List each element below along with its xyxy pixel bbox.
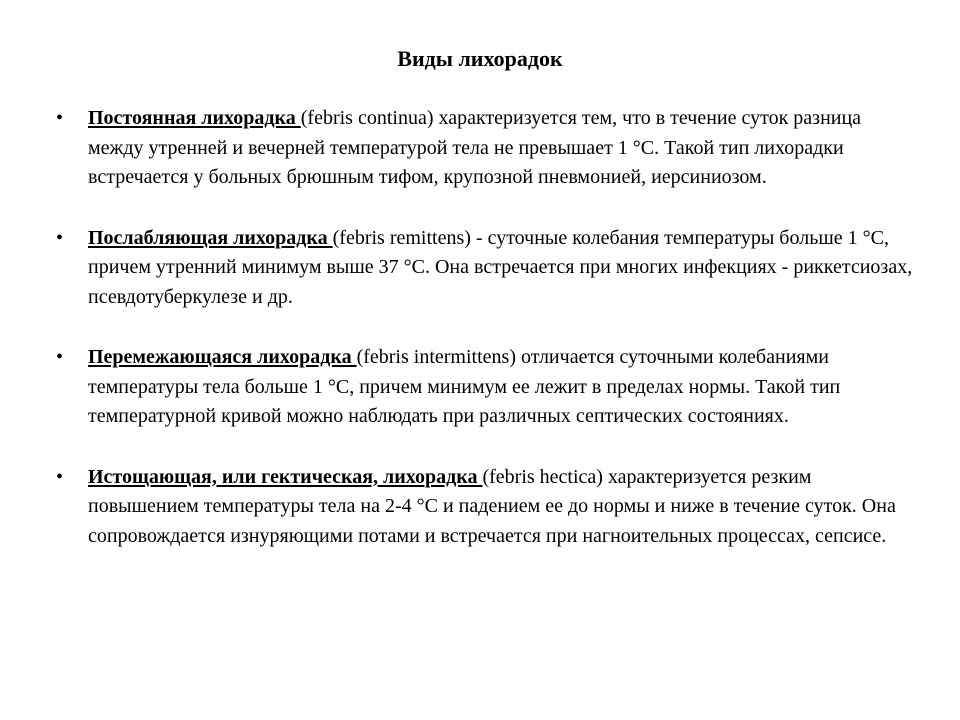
item-description: (febris hectica) характеризуется резким повышением температуры тела на 2-4 °С и падением ее до нормы и ниже в течение суток. Она сопровождается изнуряющими потами и встречается при нагноительных процессах, сепсисе. bbox=[88, 465, 896, 547]
item-description: (febris continua) характеризуется тем, что в течение суток разница между утренней и вечерней температурой тела не превышает 1 °С. Такой тип лихорадки встречается у больных брюшным тифом, крупозной пневмонией, иерсиниозом. bbox=[88, 107, 862, 188]
list-item-continua bbox=[56, 104, 916, 193]
item-description: (febris remittens) - суточные колебания температуры больше 1 °С, причем утренний минимум выше 37 °С. Она встречается при многих инфекциях - риккетсиозах, псевдотуберкулезе и др. bbox=[88, 226, 913, 308]
list-item-remittens bbox=[56, 224, 916, 313]
bullet-icon: • bbox=[56, 465, 64, 488]
bullet-icon: • bbox=[56, 346, 64, 368]
fever-types-list bbox=[56, 104, 916, 582]
bullet-icon: • bbox=[56, 107, 64, 129]
term-label: Истощающая, или гектическая, лихорадка bbox=[88, 465, 483, 488]
bullet-icon: • bbox=[56, 226, 64, 249]
list-item-hectica bbox=[56, 463, 916, 552]
page-title: Виды лихорадок bbox=[397, 46, 563, 71]
term-label: Перемежающаяся лихорадка bbox=[88, 346, 357, 368]
item-description: (febris intermittens) отличается суточными колебаниями температуры тела больше 1 °С, причем минимум ее лежит в пределах нормы. Такой тип температурной кривой можно наблюдать при различных септических состояниях. bbox=[88, 346, 841, 427]
list-item-intermittens bbox=[56, 343, 916, 432]
term-label: Послабляющая лихорадка bbox=[88, 226, 333, 249]
term-label: Постоянная лихорадка bbox=[88, 107, 301, 129]
